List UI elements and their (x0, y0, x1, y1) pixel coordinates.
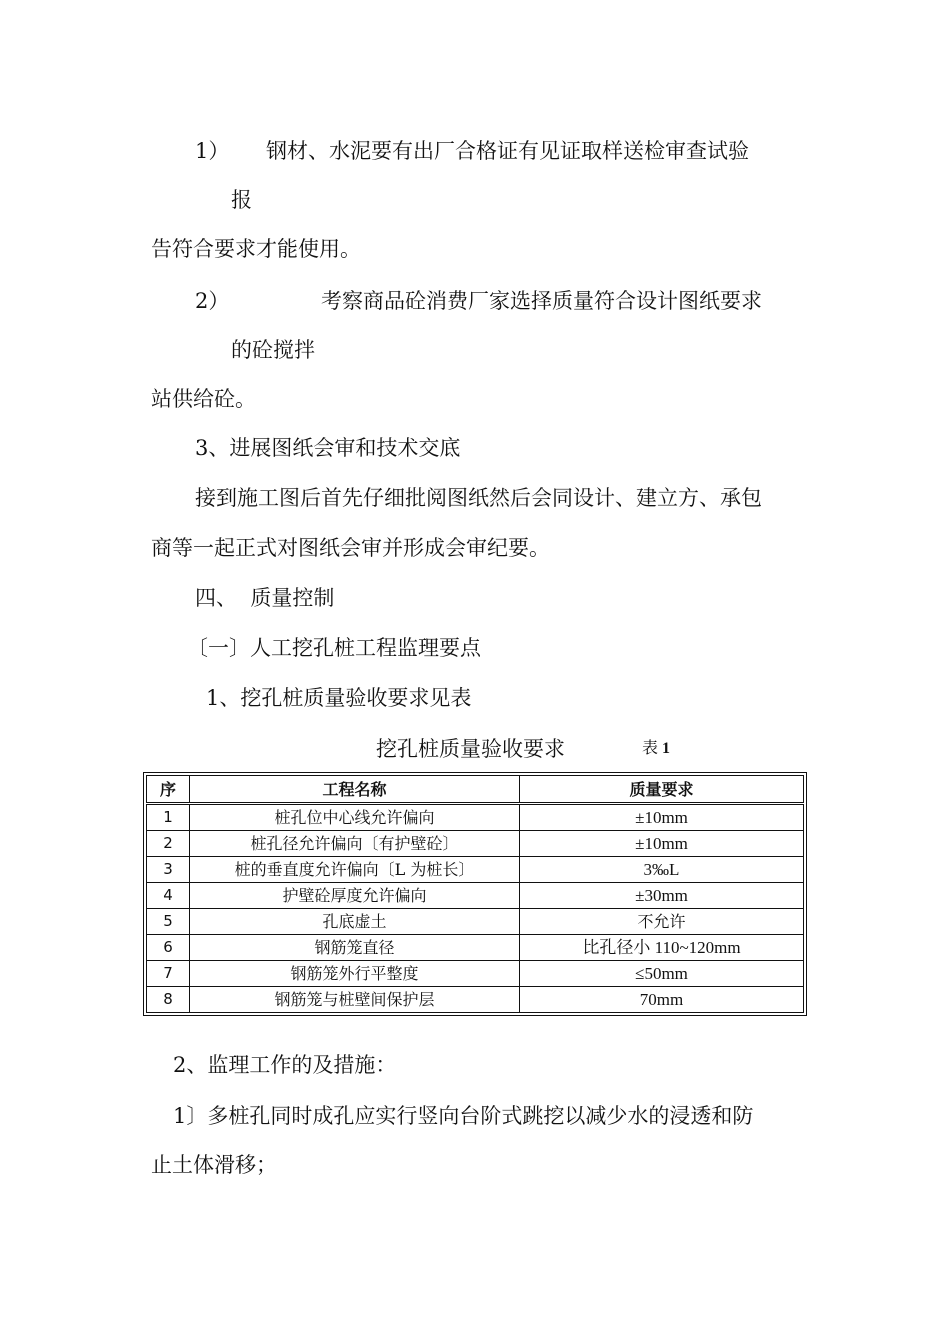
paragraph-review-cont: 商等一起正式对图纸会审并形成会审纪要。 (151, 536, 550, 560)
paragraph-concrete: 考察商品砼消费厂家选择质量符合设计图纸要求 (321, 289, 762, 313)
row-index: 7 (147, 961, 190, 987)
row-requirement: 不允许 (520, 909, 804, 935)
row-requirement: ±30mm (520, 883, 804, 909)
row-item: 钢筋笼外行平整度 (190, 961, 520, 987)
table-label-number: 1 (662, 740, 671, 757)
row-index: 5 (147, 909, 190, 935)
row-item: 桩孔径允许偏向〔有护壁砼〕 (190, 831, 520, 857)
row-item: 护壁砼厚度允许偏向 (190, 883, 520, 909)
row-index: 3 (147, 857, 190, 883)
row-requirement: 70mm (520, 987, 804, 1013)
chapter-heading-4: 四、 质量控制 (195, 586, 335, 610)
paragraph-review: 接到施工图后首先仔细批阅图纸然后会同设计、建立方、承包 (195, 486, 762, 510)
table-row (147, 987, 804, 1013)
table-row (147, 935, 804, 961)
table-caption: 挖孔桩质量验收要求 (376, 737, 565, 761)
table-row (147, 909, 804, 935)
header-requirement: 质量要求 (520, 776, 804, 804)
table-label (642, 738, 670, 760)
row-index: 8 (147, 987, 190, 1013)
row-index: 2 (147, 831, 190, 857)
table-header-row (147, 776, 804, 804)
table-row (147, 804, 804, 831)
row-item: 桩的垂直度允许偏向〔L 为桩长〕 (190, 857, 520, 883)
paragraph-measures: 1〕多桩孔同时成孔应实行竖向台阶式跳挖以减少水的浸透和防 (173, 1104, 754, 1128)
row-index: 1 (147, 804, 190, 831)
row-requirement: 比孔径小 110~120mm (520, 935, 804, 961)
row-item: 钢筋笼直径 (190, 935, 520, 961)
paragraph-concrete-end: 站供给砼。 (151, 387, 256, 411)
row-requirement: 3‰L (520, 857, 804, 883)
row-requirement: ±10mm (520, 804, 804, 831)
paragraph-materials-end: 告符合要求才能使用。 (151, 237, 361, 261)
row-item: 孔底虚土 (190, 909, 520, 935)
row-index: 6 (147, 935, 190, 961)
section-heading-3: 3、进展图纸会审和技术交底 (195, 436, 461, 460)
item-heading-1: 1、挖孔桩质量验收要求见表 (206, 686, 472, 710)
row-requirement: ≤50mm (520, 961, 804, 987)
paragraph-measures-cont: 止土体滑移； (151, 1153, 277, 1177)
list-marker-1: 1） (195, 139, 230, 163)
row-item: 桩孔位中心线允许偏向 (190, 804, 520, 831)
quality-table (146, 775, 804, 1013)
row-item: 钢筋笼与桩壁间保护层 (190, 987, 520, 1013)
header-index: 序 (147, 776, 190, 804)
paragraph-materials: 钢材、水泥要有出厂合格证有见证取样送检审查试验 (266, 139, 749, 163)
table-row (147, 857, 804, 883)
list-marker-2: 2） (195, 289, 230, 313)
paragraph-concrete-cont: 的砼搅拌 (231, 338, 315, 362)
paragraph-materials-cont: 报 (231, 188, 252, 212)
table-row (147, 883, 804, 909)
item-heading-2: 2、监理工作的及措施： (173, 1053, 397, 1077)
row-index: 4 (147, 883, 190, 909)
row-requirement: ±10mm (520, 831, 804, 857)
table-label-prefix: 表 (642, 740, 663, 757)
header-item: 工程名称 (190, 776, 520, 804)
quality-table-frame (143, 772, 807, 1016)
table-row (147, 831, 804, 857)
table-row (147, 961, 804, 987)
subsection-heading-1: 〔一〕人工挖孔桩工程监理要点 (187, 636, 481, 660)
